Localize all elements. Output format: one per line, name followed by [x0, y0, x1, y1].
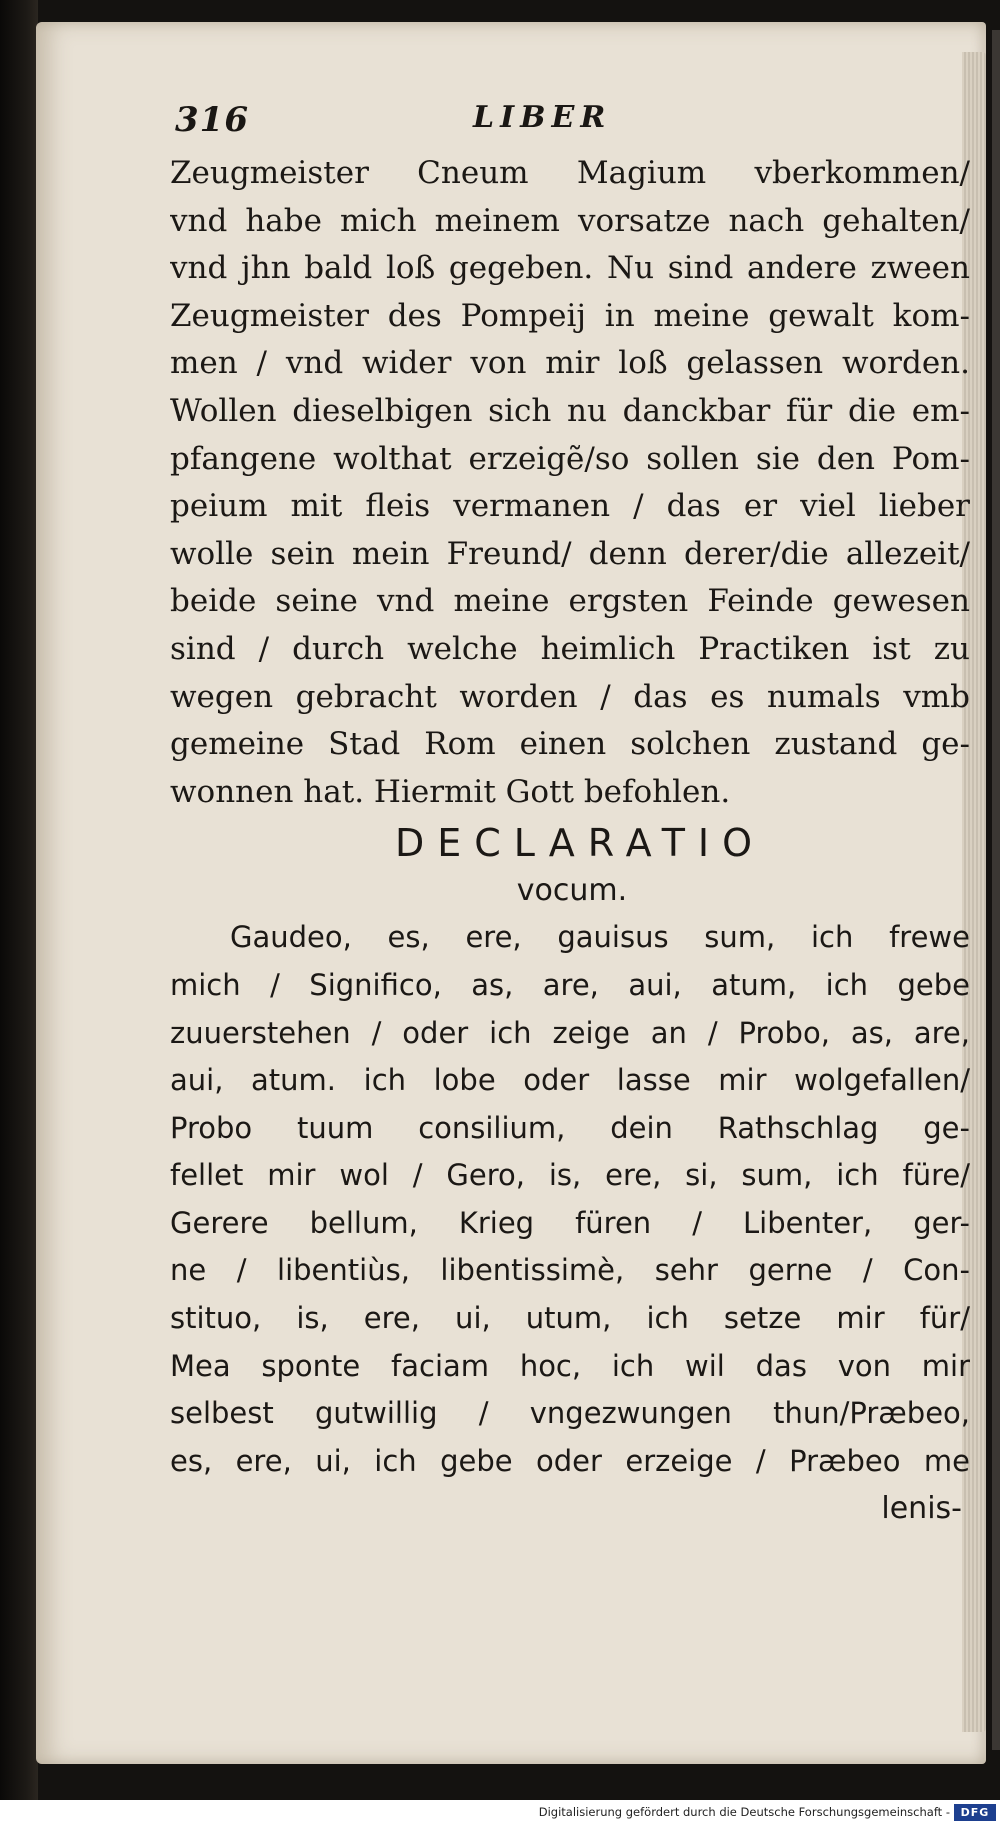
vocab-line: stituo, is, ere, ui, utum, ich setze mir für/ [170, 1301, 970, 1336]
letter-line: vnd jhn bald loß gegeben. Nu sind andere zween [170, 250, 970, 287]
vocab-line: ne / libentiùs, libentissimè, sehr gerne / Con- [170, 1253, 970, 1288]
vocab-line: aui, atum. ich lobe oder lasse mir wolgefallen/ [170, 1063, 970, 1098]
vocab-line: Gerere bellum, Krieg füren / Libenter, ger- [170, 1205, 970, 1240]
vocab-line: selbest gutwillig / vngezwungen thun/Præbeo, [170, 1396, 970, 1431]
letter-line: peium mit fleis vermanen / das er viel lieber [170, 488, 970, 525]
book-spine-shadow [0, 0, 38, 1800]
vocab-line: fellet mir wol / Gero, is, ere, si, sum, ich füre/ [170, 1158, 970, 1193]
funding-credit: Digitalisierung gefördert durch die Deutsche Forschungsgemeinschaft - [538, 1805, 950, 1819]
running-head: LIBER [473, 100, 612, 135]
footer-bar [0, 1800, 1000, 1827]
letter-line: Zeugmeister Cneum Magium vberkommen/ [170, 155, 970, 191]
section-subheading: vocum. [516, 873, 628, 909]
page-marker-strip [992, 30, 1000, 1750]
vocab-line: mich / Significo, as, are, aui, atum, ich gebe [170, 967, 970, 1002]
letter-line: gemeine Stad Rom einen solchen zustand ge- [170, 726, 970, 763]
letter-line: pfangene wolthat erzeigẽ/so sollen sie den Pom- [170, 440, 970, 477]
letter-line: Zeugmeister des Pompeij in meine gewalt kom- [170, 297, 970, 334]
letter-line: wolle sein mein Freund/ denn derer/die allezeit/ [170, 535, 970, 572]
vocab-line: es, ere, ui, ich gebe oder erzeige / Præbeo me [170, 1443, 970, 1478]
vocab-line: Mea sponte faciam hoc, ich wil das von mir [170, 1348, 970, 1383]
page-number: 316 [175, 100, 249, 140]
vocab-line: zuuerstehen / oder ich zeige an / Probo, as, are, [170, 1015, 970, 1050]
letter-line: wegen gebracht worden / das es numals vmb [170, 678, 970, 715]
page-header [175, 100, 735, 150]
letter-line: men / vnd wider von mir loß gelassen worden. [170, 345, 970, 382]
letter-line: Wollen dieselbigen sich nu danckbar für die em- [170, 392, 970, 429]
letter-line: vnd habe mich meinem vorsatze nach gehalten/ [170, 202, 970, 239]
vocab-line: Gaudeo, es, ere, gauisus sum, ich frewe [230, 920, 970, 955]
section-heading: DECLARATIO [394, 821, 766, 866]
letter-line: beide seine vnd meine ergsten Feinde gewesen [170, 583, 970, 620]
vocab-line: Probo tuum consilium, dein Rathschlag ge- [170, 1110, 970, 1145]
letter-line: wonnen hat. Hiermit Gott befohlen. [170, 773, 731, 810]
catchword: lenis- [881, 1491, 962, 1527]
dfg-logo: DFG [954, 1804, 996, 1821]
text-block [170, 150, 970, 1533]
letter-line: sind / durch welche heimlich Practiken ist zu [170, 630, 970, 667]
